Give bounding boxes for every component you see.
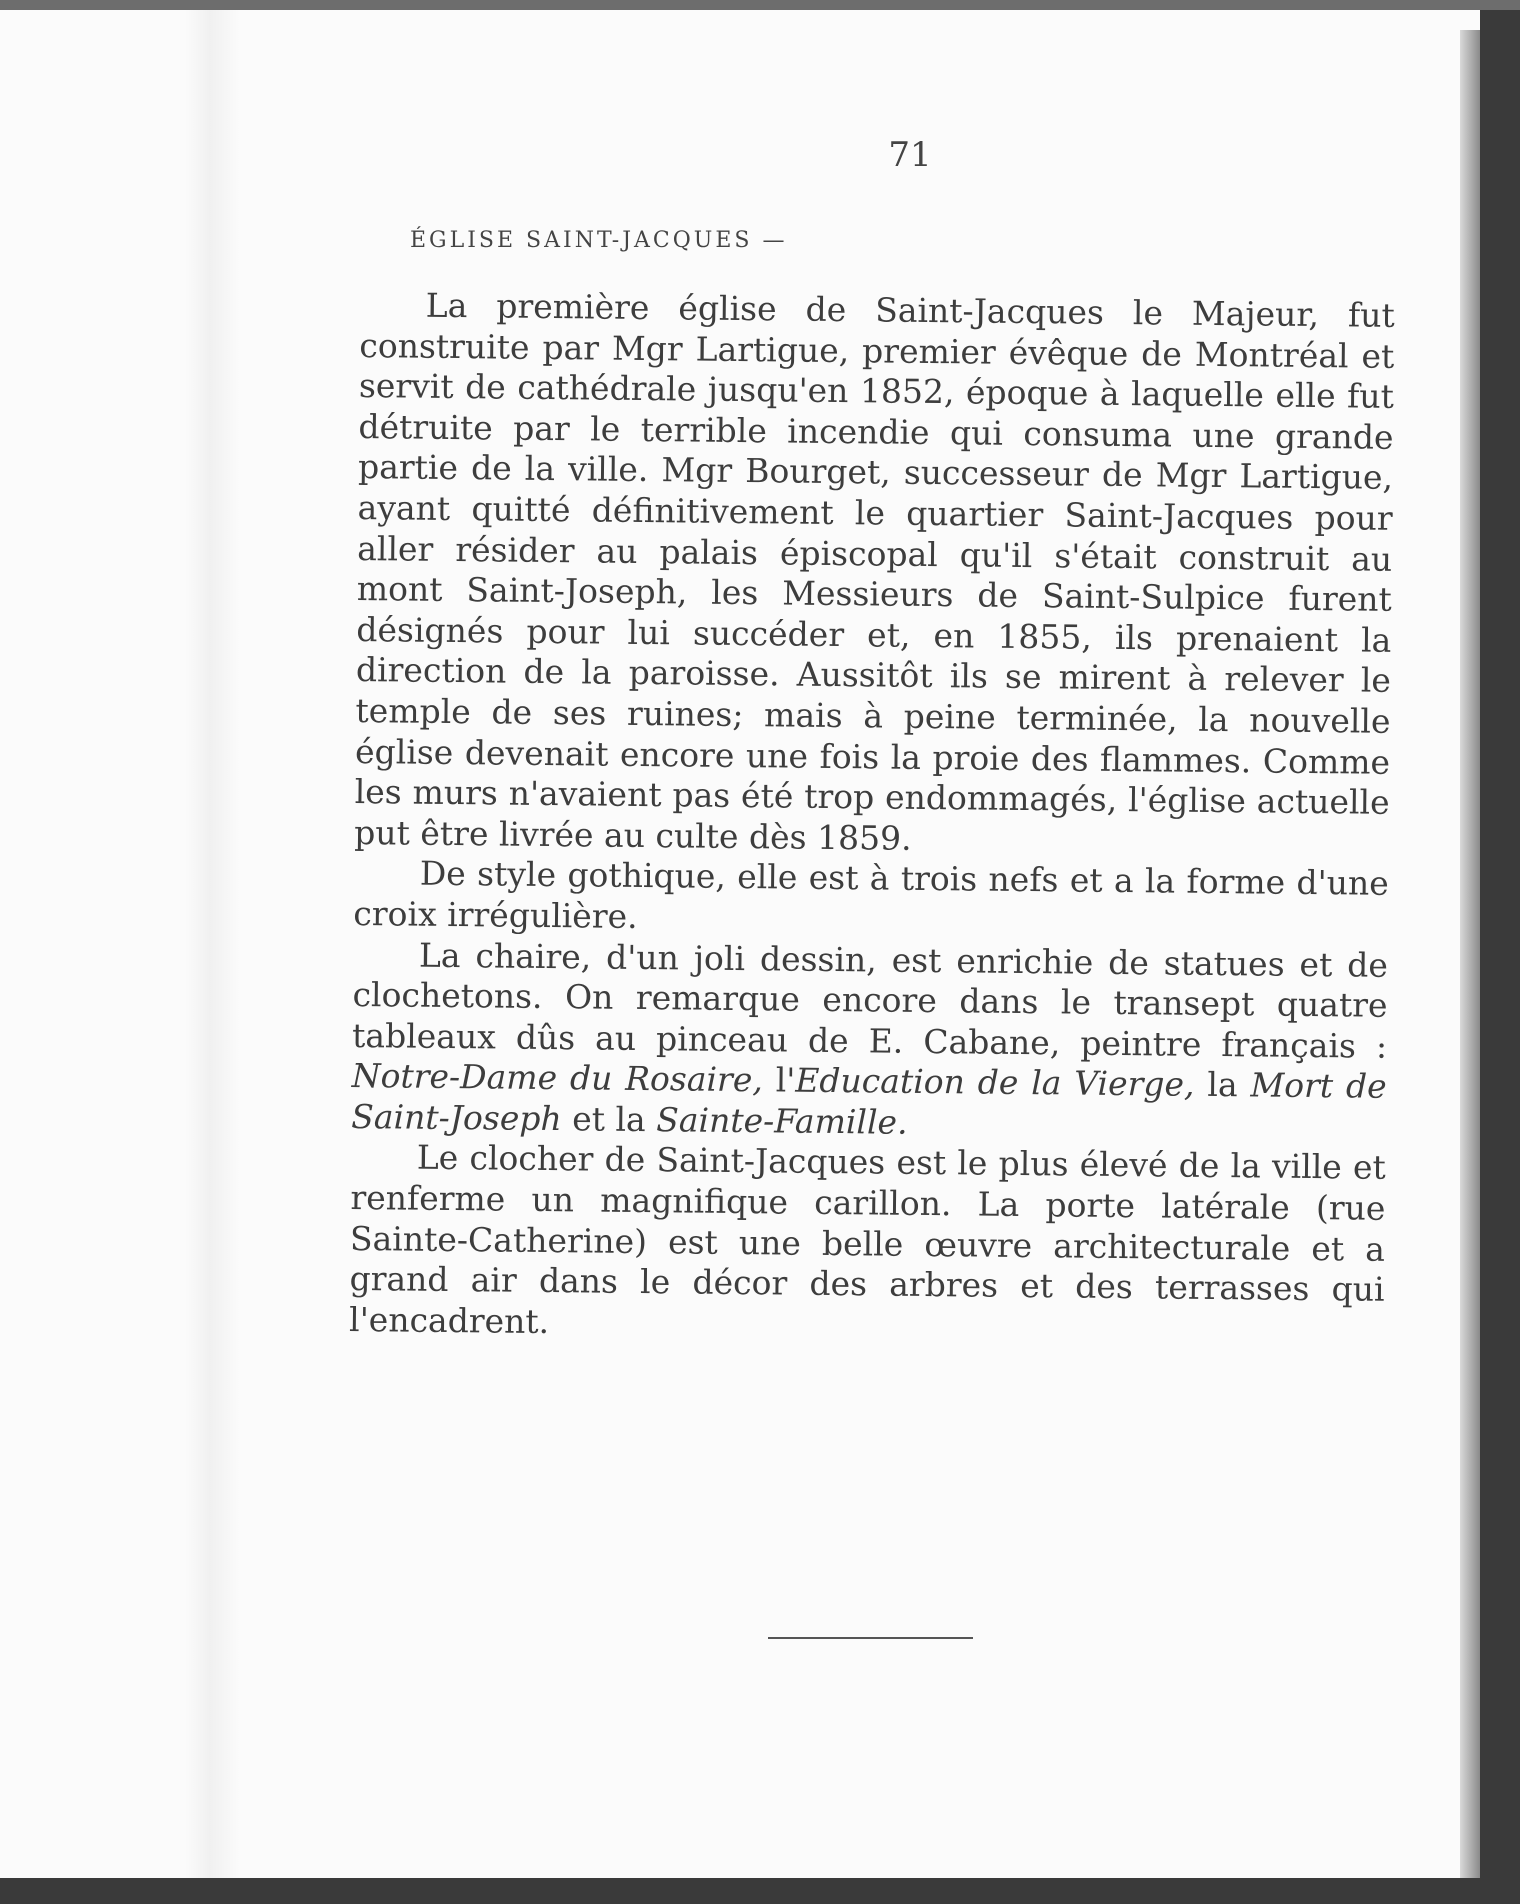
- body-text: [349, 285, 1395, 1351]
- scan-top-edge: [0, 0, 1520, 10]
- paragraph-pulpit-paintings: [351, 934, 1388, 1148]
- painting-title: Notre-Dame du Rosaire,: [351, 1056, 764, 1100]
- separator-text: et la: [561, 1099, 657, 1140]
- section-heading: ÉGLISE SAINT-JACQUES —: [410, 228, 788, 253]
- paragraph-text: La chaire, d'un joli dessin, est enrichie de statues et de clochetons. On remarque encore dans le transept quatre tableaux dûs au pinceau de E. Cabane, peintre français :: [351, 935, 1389, 1066]
- page-gutter-shadow: [185, 0, 240, 1878]
- painting-title: Sainte-Famille.: [656, 1100, 908, 1142]
- separator-text: la: [1194, 1065, 1251, 1105]
- painting-title: Education de la Vierge,: [795, 1060, 1195, 1105]
- paragraph-style: De style gothique, elle est à trois nefs et a la forme d'une croix irrégulière.: [353, 853, 1389, 936]
- paragraph-bell-tower: Le clocher de Saint-Jacques est le plus élevé de la ville et renferme un magnifique carillon. La porte latérale (rue Sainte-Catherine) est une belle œuvre architecturale et a grand air dans le décor des arbres et des terrasses qui l'encadrent.: [348, 1138, 1387, 1341]
- page-edge-shadow: [1460, 30, 1480, 1878]
- end-rule: [768, 1637, 973, 1639]
- separator-text: l': [762, 1060, 796, 1100]
- page-number: 71: [888, 135, 932, 175]
- paragraph-history: La première église de Saint-Jacques le Majeur, fut construite par Mgr Lartigue, premier évêque de Montréal et servit de cathédrale jusqu'en 1852, époque à laquelle elle fut détruite par le terrible incendie qui consuma une grande partie de la ville. Mgr Bourget, successeur de Mgr Lartigue, ayant quitté définitivement le quartier Saint-Jacques pour aller résider au palais épiscopal qu'il s'était construit au mont Saint-Joseph, les Messieurs de Saint-Sulpice furent désignés pour lui succéder et, en 1855, ils prenaient la direction de la paroisse. Aussitôt ils se mirent à relever le temple de ses ruines; mais à peine terminée, la nouvelle église devenait encore une fois la proie des flammes. Comme les murs n'avaient pas été trop endommagés, l'église actuelle put être livrée au culte dès 1859.: [354, 285, 1395, 858]
- painting-title: Mort de Saint-Joseph: [351, 1065, 1387, 1139]
